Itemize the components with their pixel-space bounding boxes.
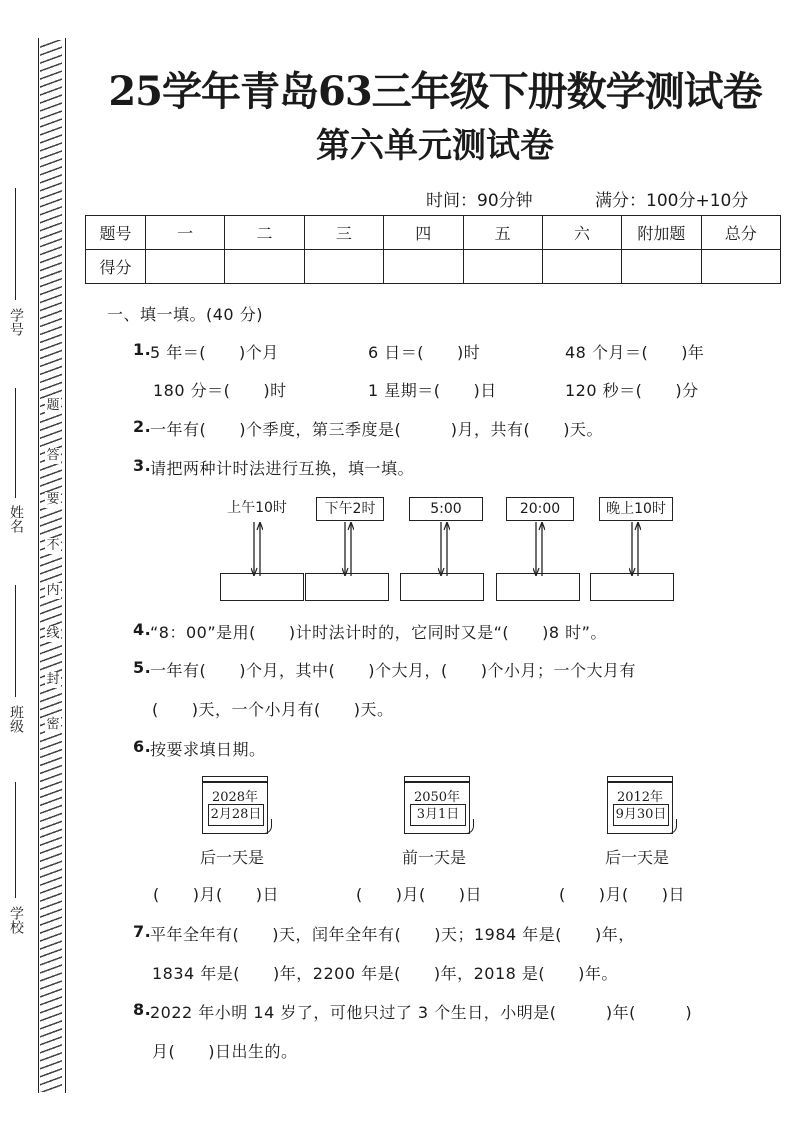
margin-fill-line-class <box>15 585 16 697</box>
calendar-caption: 前一天是 <box>402 848 467 867</box>
calendar-answer: ( )月( )日 <box>356 885 482 904</box>
calendar-year: 2028年 <box>211 790 259 805</box>
clock-answer-box[interactable] <box>400 573 484 601</box>
question-number: 1. <box>133 340 152 359</box>
score-input-cell[interactable] <box>225 250 304 284</box>
calendar-caption: 后一天是 <box>605 848 670 867</box>
table-cell: 三 <box>304 216 383 250</box>
question-number: 5. <box>133 658 152 677</box>
conversion-arrow-icon <box>438 522 450 576</box>
binding-line-left <box>38 38 39 1093</box>
table-cell: 四 <box>384 216 463 250</box>
table-cell: 得分 <box>86 250 146 284</box>
score-input-cell[interactable] <box>463 250 542 284</box>
table-cell: 附加题 <box>622 216 701 250</box>
question-number: 8. <box>133 1000 152 1019</box>
q7-text-line2: 1834 年是( )年，2200 年是( )年，2018 是( )年。 <box>152 964 618 983</box>
score-input-cell[interactable] <box>304 250 383 284</box>
score-input-cell[interactable] <box>384 250 463 284</box>
binding-hatch <box>40 40 62 1092</box>
question-number: 4. <box>133 620 152 639</box>
q4-text: “8：00”是用( )计时法计时的，它同时又是“( )8 时”。 <box>150 623 607 642</box>
margin-fill-line-name <box>15 388 16 498</box>
calendar-answer: ( )月( )日 <box>153 885 279 904</box>
q7-text-line1: 平年全年有( )天，闰年全年有( )天；1984 年是( )年， <box>150 925 635 944</box>
clock-label-box: 晚上10时 <box>599 497 673 521</box>
q1-item: 180 分＝( )时 <box>153 381 287 400</box>
exam-full-score: 满分：100分+10分 <box>595 191 749 211</box>
q6-text: 按要求填日期。 <box>150 740 266 759</box>
q2-text: 一年有( )个季度，第三季度是( )月，共有( )天。 <box>150 420 603 439</box>
calendar-icon <box>404 776 470 836</box>
page-subtitle: 第六单元测试卷 <box>316 126 554 166</box>
clock-label-box: 下午2时 <box>316 497 384 521</box>
q1-item: 48 个月＝( )年 <box>565 343 705 362</box>
seal-char: 题 <box>46 398 60 413</box>
clock-label-box: 5:00 <box>409 497 483 521</box>
margin-label-school: 学校 <box>8 906 24 934</box>
score-input-cell[interactable] <box>701 250 780 284</box>
clock-answer-box[interactable] <box>590 573 674 601</box>
seal-char: 内 <box>46 583 60 598</box>
seal-char: 封 <box>46 672 60 687</box>
q1-item: 6 日＝( )时 <box>368 343 481 362</box>
question-number: 2. <box>133 417 152 436</box>
q3-text: 请把两种计时法进行互换，填一填。 <box>150 459 415 478</box>
score-table-header-row <box>86 216 781 250</box>
table-cell: 题号 <box>86 216 146 250</box>
question-number: 6. <box>133 737 152 756</box>
score-input-cell[interactable] <box>146 250 225 284</box>
score-table <box>85 215 781 284</box>
seal-char: 要 <box>46 492 60 507</box>
seal-char: 线 <box>46 626 60 641</box>
conversion-arrow-icon <box>629 522 641 576</box>
score-input-cell[interactable] <box>542 250 621 284</box>
calendar-year: 2050年 <box>413 790 461 805</box>
q1-item: 1 星期＝( )日 <box>368 381 497 400</box>
q8-text-line1: 2022 年小明 14 岁了，可他只过了 3 个生日，小明是( )年( ) <box>150 1003 693 1022</box>
conversion-arrow-icon <box>251 522 263 576</box>
exam-time: 时间：90分钟 <box>426 191 533 211</box>
binding-line-right <box>65 38 66 1093</box>
score-input-cell[interactable] <box>622 250 701 284</box>
clock-answer-box[interactable] <box>220 573 304 601</box>
seal-char: 密 <box>46 717 60 732</box>
calendar-date: 9月30日 <box>613 804 669 826</box>
calendar-date: 2月28日 <box>208 804 264 826</box>
section-heading: 一、填一填。(40 分) <box>107 305 263 324</box>
q1-item: 5 年＝( )个月 <box>150 343 279 362</box>
q5-text-line2: ( )天，一个小月有( )天。 <box>152 700 394 719</box>
seal-char: 不 <box>46 538 60 553</box>
question-number: 3. <box>133 456 152 475</box>
margin-fill-line-school <box>15 782 16 898</box>
table-cell: 二 <box>225 216 304 250</box>
margin-label-name: 姓名 <box>8 505 24 533</box>
clock-label: 上午10时 <box>227 500 287 516</box>
calendar-answer: ( )月( )日 <box>559 885 685 904</box>
calendar-year: 2012年 <box>616 790 664 805</box>
table-cell: 六 <box>542 216 621 250</box>
calendar-date: 3月1日 <box>410 804 466 826</box>
calendar-icon <box>607 776 673 836</box>
conversion-arrow-icon <box>342 522 354 576</box>
page-title: 25学年青岛63三年级下册数学测试卷 <box>108 68 762 115</box>
q8-text-line2: 月( )日出生的。 <box>152 1042 298 1061</box>
score-table-score-row <box>86 250 781 284</box>
calendar-caption: 后一天是 <box>200 848 265 867</box>
clock-answer-box[interactable] <box>496 573 580 601</box>
table-cell: 总分 <box>701 216 780 250</box>
clock-answer-box[interactable] <box>305 573 389 601</box>
margin-label-class: 班级 <box>8 705 24 733</box>
conversion-arrow-icon <box>533 522 545 576</box>
margin-label-student-id: 学号 <box>8 308 24 336</box>
seal-char: 答 <box>46 448 60 463</box>
table-cell: 一 <box>146 216 225 250</box>
q5-text-line1: 一年有( )个月，其中( )个大月，( )个小月；一个大月有 <box>150 661 636 680</box>
q1-item: 120 秒＝( )分 <box>565 381 699 400</box>
calendar-icon <box>202 776 268 836</box>
clock-label-box: 20:00 <box>506 497 574 521</box>
question-number: 7. <box>133 922 152 941</box>
table-cell: 五 <box>463 216 542 250</box>
margin-fill-line-id <box>15 188 16 300</box>
